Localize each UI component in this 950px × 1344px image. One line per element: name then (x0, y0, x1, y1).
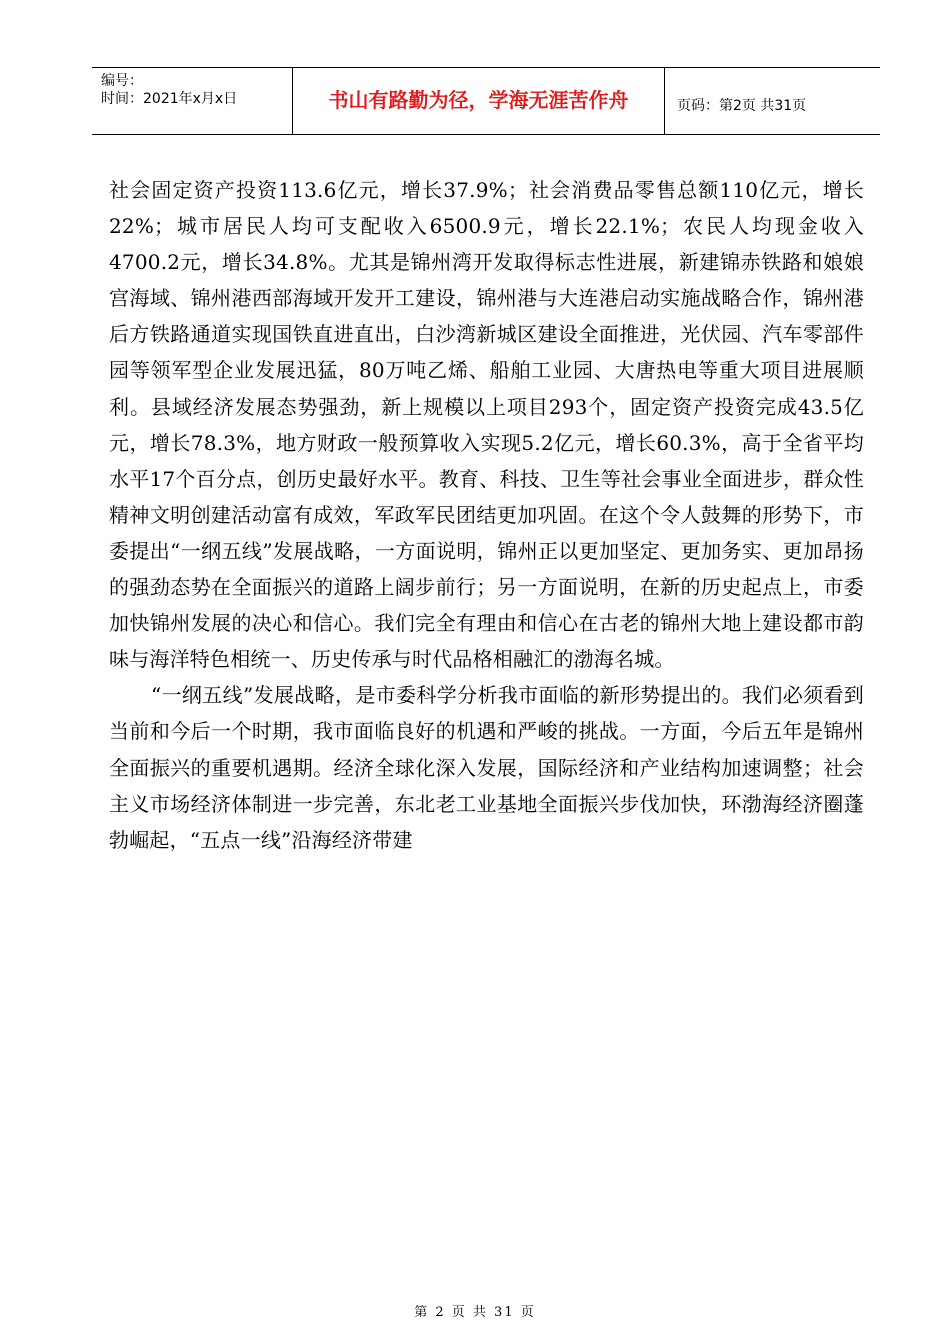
motto-text: 书山有路勤为径，学海无涯苦作舟 (328, 87, 629, 112)
document-body (109, 172, 864, 858)
body-paragraph: “一纲五线”发展战略，是市委科学分析我市面临的新形势提出的。我们必须看到当前和今后一个时期，我市面临良好的机遇和严峻的挑战。一方面，今后五年是锦州全面振兴的重要机遇期。经济全球化深入发展，国际经济和产业结构加速调整；社会主义市场经济体制进一步完善，东北老工业基地全面振兴步伐加快，环渤海经济圈蓬勃崛起，“五点一线”沿海经济带建 (109, 683, 864, 852)
header-meta-cell (92, 68, 293, 134)
page-number-label: 页码：第2页 共31页 (677, 98, 807, 114)
page-footer: 第 2 页 共 31 页 (414, 1305, 536, 1320)
page-number-cell (665, 68, 880, 134)
time-label: 时间：2021年x月x日 (101, 91, 238, 107)
document-header (92, 67, 880, 135)
number-label: 编号： (101, 73, 143, 89)
motto-cell (293, 68, 665, 134)
body-paragraph: 社会固定资产投资113.6亿元，增长37.9%；社会消费品零售总额110亿元，增长22%；城市居民人均可支配收入6500.9元，增长22.1%；农民人均现金收入4700.2元，增长34.8%。尤其是锦州湾开发取得标志性进展，新建锦赤铁路和娘娘宫海域、锦州港西部海域开发开工建设，锦州港与大连港启动实施战略合作，锦州港后方铁路通道实现国铁直进直出，白沙湾新城区建设全面推进，光伏园、汽车零部件园等领军型企业发展迅猛，80万吨乙烯、船舶工业园、大唐热电等重大项目进展顺利。县域经济发展态势强劲，新上规模以上项目293个，固定资产投资完成43.5亿元，增长78.3%，地方财政一般预算收入实现5.2亿元，增长60.3%，高于全省平均水平17个百分点，创历史最好水平。教育、科技、卫生等社会事业全面进步，群众性精神文明创建活动富有成效，军政军民团结更加巩固。在这个令人鼓舞的形势下，市委提出“一纲五线”发展战略，一方面说明，锦州正以更加坚定、更加务实、更加昂扬的强劲态势在全面振兴的道路上阔步前行；另一方面说明，在新的历史起点上，市委加快锦州发展的决心和信心。我们完全有理由和信心在古老的锦州大地上建设都市韵味与海洋特色相统一、历史传承与时代品格相融汇的渤海名城。 (109, 178, 864, 672)
